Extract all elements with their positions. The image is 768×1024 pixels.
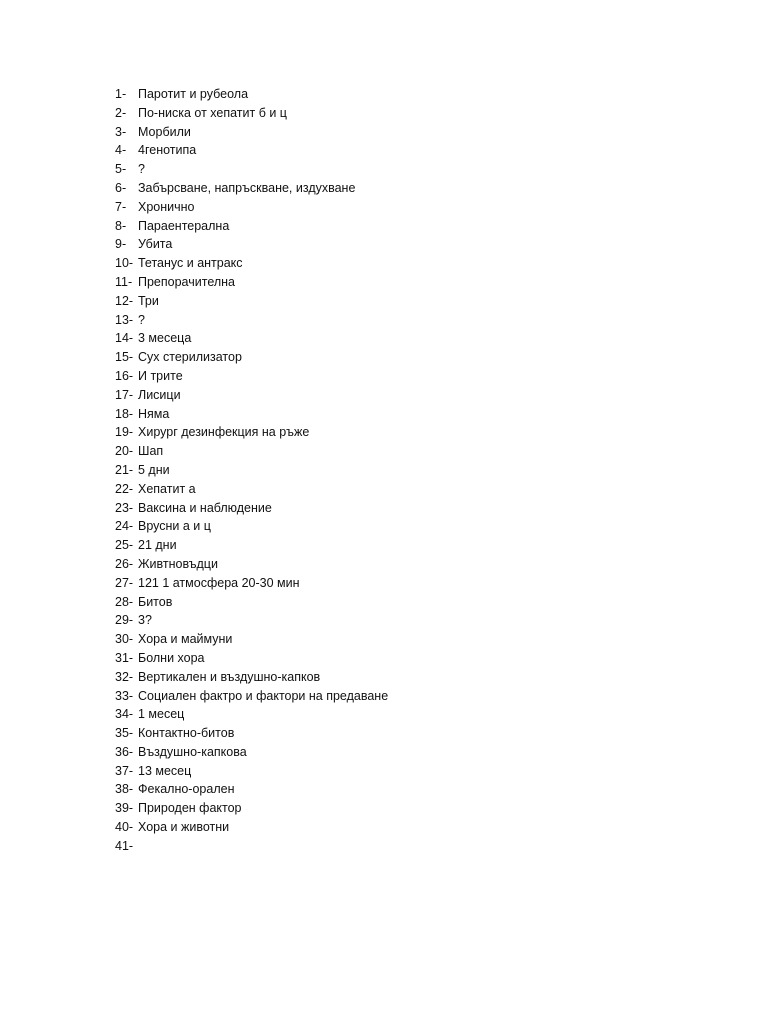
list-item	[115, 536, 388, 555]
list-item	[115, 705, 388, 724]
list-item-number: 12-	[115, 293, 134, 308]
list-item-text: 1 месец	[138, 707, 185, 722]
list-item	[115, 780, 388, 799]
list-item-text: Ваксина и наблюдение	[138, 500, 272, 515]
list-item-text: Хронично	[138, 199, 195, 214]
list-item-number: 16-	[115, 368, 134, 383]
list-item-number: 6-	[115, 180, 127, 195]
list-item-text: 13 месец	[138, 763, 192, 778]
list-item	[115, 217, 388, 236]
list-item	[115, 160, 388, 179]
list-item-number: 22-	[115, 481, 134, 496]
list-item	[115, 818, 388, 837]
list-item	[115, 367, 388, 386]
list-item	[115, 743, 388, 762]
list-item	[115, 724, 388, 743]
list-item-number: 36-	[115, 744, 134, 759]
list-item-number: 3-	[115, 124, 127, 139]
list-item-text: Хора и животни	[138, 820, 230, 835]
list-item-text: Сух стерилизатор	[138, 350, 242, 365]
list-item-number: 33-	[115, 688, 134, 703]
list-item	[115, 273, 388, 292]
list-item-text: Битов	[138, 594, 173, 609]
list-item-text: 121 1 атмосфера 20-30 мин	[138, 575, 300, 590]
list-item	[115, 141, 388, 160]
list-item-number: 23-	[115, 500, 134, 515]
list-item-number: 11-	[115, 274, 133, 289]
list-item-text: Природен фактор	[138, 801, 242, 816]
list-item	[115, 630, 388, 649]
list-item-number: 21-	[115, 462, 134, 477]
list-item	[115, 517, 388, 536]
list-item	[115, 123, 388, 142]
list-item-number: 40-	[115, 820, 134, 835]
list-item-number: 15-	[115, 350, 134, 365]
list-item-number: 5-	[115, 162, 127, 177]
list-item	[115, 198, 388, 217]
list-item-number: 18-	[115, 406, 134, 421]
list-item-number: 20-	[115, 444, 134, 459]
list-item-text: Болни хора	[138, 650, 205, 665]
list-item	[115, 611, 388, 630]
list-item-text: Хирург дезинфекция на ръже	[138, 425, 310, 440]
list-item-number: 2-	[115, 105, 127, 120]
list-item-number: 17-	[115, 387, 134, 402]
list-item-number: 9-	[115, 237, 127, 252]
list-item-number: 1-	[115, 87, 127, 101]
list-item	[115, 311, 388, 330]
list-item-number: 29-	[115, 613, 134, 628]
list-item-text: И трите	[138, 368, 183, 383]
list-item-number: 10-	[115, 256, 134, 271]
list-item-text: Паротит и рубеола	[138, 87, 249, 101]
list-item-text: 3 месеца	[138, 331, 192, 346]
list-item-text: Няма	[138, 406, 170, 421]
list-item-number: 19-	[115, 425, 134, 440]
list-item-text: Хепатит а	[138, 481, 196, 496]
list-item-text: Препорачителна	[138, 274, 236, 289]
list-item-text: Въздушно-капкова	[138, 744, 247, 759]
list-item-number: 31-	[115, 650, 134, 665]
list-item	[115, 254, 388, 273]
list-item	[115, 405, 388, 424]
list-item	[115, 687, 388, 706]
list-item-text: Тетанус и антракс	[138, 256, 243, 271]
list-item-text: Социален фактро и фактори на предаване	[138, 688, 389, 703]
list-item	[115, 329, 388, 348]
list-item-number: 4-	[115, 143, 127, 158]
list-item-text: ?	[138, 312, 145, 327]
list-item-text: Три	[138, 293, 159, 308]
list-item-number: 28-	[115, 594, 134, 609]
list-item-number: 32-	[115, 669, 134, 684]
list-item-text: Морбили	[138, 124, 191, 139]
list-item	[115, 480, 388, 499]
list-item	[115, 649, 388, 668]
list-item	[115, 499, 388, 518]
list-item	[115, 668, 388, 687]
answer-list	[115, 85, 388, 856]
list-item-number: 34-	[115, 707, 134, 722]
list-item-text: Хора и маймуни	[138, 632, 233, 647]
list-item-text: 4генотипа	[138, 143, 197, 158]
list-item-number: 14-	[115, 331, 134, 346]
list-item-number: 35-	[115, 726, 134, 741]
list-item	[115, 837, 388, 856]
list-item	[115, 423, 388, 442]
list-item-number: 27-	[115, 575, 134, 590]
list-item	[115, 593, 388, 612]
list-item	[115, 179, 388, 198]
list-item-number: 37-	[115, 763, 134, 778]
list-item	[115, 292, 388, 311]
list-item-text: Фекално-орален	[138, 782, 235, 797]
list-item	[115, 85, 388, 104]
list-item	[115, 762, 388, 781]
list-item-number: 39-	[115, 801, 134, 816]
list-item-number: 24-	[115, 519, 134, 534]
list-item-text: Лисици	[138, 387, 181, 402]
list-item-text: Контактно-битов	[138, 726, 235, 741]
list-item	[115, 386, 388, 405]
list-item-text: Убита	[138, 237, 173, 252]
list-item-text: 3?	[138, 613, 152, 628]
list-item-number: 38-	[115, 782, 134, 797]
list-item-number: 7-	[115, 199, 127, 214]
list-item-text: 21 дни	[138, 538, 177, 553]
list-item-text: ?	[138, 162, 145, 177]
list-item	[115, 235, 388, 254]
list-item-number: 8-	[115, 218, 127, 233]
list-item	[115, 442, 388, 461]
list-item	[115, 348, 388, 367]
list-item-number: 26-	[115, 556, 134, 571]
list-item-text: По-ниска от хепатит б и ц	[138, 105, 287, 120]
list-item	[115, 799, 388, 818]
list-item	[115, 461, 388, 480]
list-item	[115, 555, 388, 574]
list-item-text: Забърсване, напръскване, издухване	[138, 180, 356, 195]
list-item	[115, 574, 388, 593]
list-item-text: Шап	[138, 444, 164, 459]
list-item-text: Вертикален и въздушно-капков	[138, 669, 321, 684]
list-item-number: 25-	[115, 538, 134, 553]
list-item-text: Врусни а и ц	[138, 519, 211, 534]
list-item-text: Живтновъдци	[138, 556, 218, 571]
list-item-number: 41-	[115, 838, 134, 853]
list-item-text: Параентерална	[138, 218, 230, 233]
list-item	[115, 104, 388, 123]
list-item-number: 30-	[115, 632, 134, 647]
list-item-number: 13-	[115, 312, 134, 327]
list-item-text: 5 дни	[138, 462, 170, 477]
